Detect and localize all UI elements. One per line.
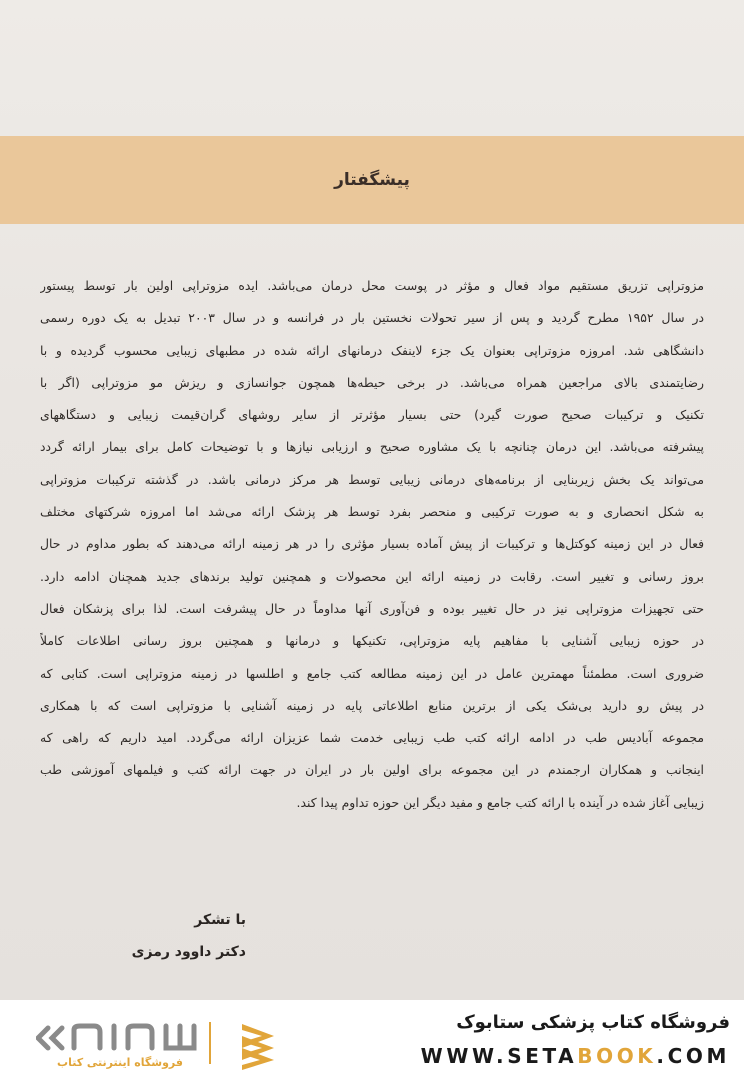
setabook-logo [36,1016,296,1070]
signature-author: دکتر داوود رمزی [131,944,246,960]
paragraph-line: اینجانب و همکاران ارجمندم در این مجموعه برای اولین بار در ایران در جهت ارائه کتب و فیلمهای آموزشی طب [40,762,704,778]
paragraph-line: ضروری است. مطمئناً مهمترین عامل در این زمینه مطالعه کتب جامع و اطلسها در زمینه مزوتراپی است. کتابی که [40,665,704,681]
url-highlight: BOOK [577,1044,657,1068]
wordmark-glyphs [38,1026,194,1048]
paragraph-line: مجموعه آبادیس طب در ادامه ارائه کتب طب زیبایی خدمت شما عزیزان ارائه می‌گردد. امید داریم که راهی که [40,730,704,746]
paragraph-line: بروز رسانی و تغییر است. رقابت در زمینه ارائه این محصولات و همچنین تولید برندهای جدید همچنان ادامه دارد. [40,568,704,584]
paragraph-line: به شکل انحصاری و به صورت ترکیبی و منحصر بفرد توسط هر پزشک ارائه می‌شد اما امروزه شرکتهای مختلف [40,504,704,520]
paragraph-line: پیشرفته می‌باشد. این درمان چنانچه با یک مشاوره صحیح و ارزیابی نیازها و با توضیحات کامل برای بیمار ارائه گردد [40,439,704,455]
signature-block [96,904,246,968]
chevron-logo-icon [242,1024,274,1070]
paragraph-line: حتی تجهیزات مزوتراپی نیز در حال تغییر بوده و فن‌آوری آنها مداوماً در حال پیشرفت است. لذا برای پزشکان فعال [40,600,704,616]
foreword-paragraph [40,270,704,819]
signature-closing: با تشکر [194,912,246,928]
paragraph-line: فعال در این زمینه کوکتل‌ها و ترکیبات از پیش آماده بسیار مؤثری را در هر زمینه ارائه می‌دهند که بطور مداوم در حال [40,536,704,552]
store-footer [0,1000,744,1080]
paragraph-line: دانشگاهی شد. امروزه مزوتراپی بعنوان یک جزء لاینفک درمانهای ارائه شده در مطبهای زیبایی محسوب گردیده و با [40,342,704,358]
heading-band [0,136,744,224]
paragraph-line: در حوزه زیبایی آشنایی با مفاهیم پایه مزوتراپی، تکنیکها و درمانها و همچنین بروز رسانی اطلاعات کاملاً [40,633,704,649]
paragraph-line: می‌تواند یک بخش زیربنایی از برنامه‌های درمانی زیبایی توسط هر مرکز درمانی باشد. در گذشته ترکیبات مزوتراپی [40,471,704,487]
paragraph-line: مزوتراپی تزریق مستقیم مواد فعال و مؤثر در پوست محل درمان می‌باشد. ایده مزوتراپی اولین بار توسط پیستور [40,278,704,293]
paragraph-line: زیبایی آغاز شده در آینده با ارائه کتب جامع و مفید دیگر این حوزه تداوم پیدا کند. [296,794,704,810]
paragraph-line: تکنیک و ترکیبات صحیح صورت گیرد) حتی بسیار مؤثرتر از سایر روشهای گران‌قیمت زیبایی و دستگاههای [40,407,704,423]
url-suffix: .COM [656,1044,730,1068]
url-prefix: WWW.SETA [420,1044,578,1068]
paragraph-line: رضایتمندی بالای مراجعین همراه می‌باشد. در برخی حیطه‌ها همچون جوانسازی و ریزش مو مزوتراپی (اگر با [40,374,704,390]
paragraph-line: در پیش رو دارید بی‌شک یکی از برترین منابع اطلاعاتی پایه در زمینه آشنایی با مزوتراپی است که با همکاری [40,697,704,713]
page-heading: پیشگفتار [334,170,410,190]
logo-subtitle: فروشگاه اینترنتی کتاب [57,1056,183,1069]
store-url[interactable] [421,1044,730,1068]
paragraph-line: در سال ۱۹۵۲ مطرح گردید و پس از سیر تحولات نخستین بار در فرانسه و در سال ۲۰۰۳ تبدیل به یک دوره رسمی [40,310,704,326]
store-name: فروشگاه کتاب پزشکی ستابوک [456,1012,730,1033]
